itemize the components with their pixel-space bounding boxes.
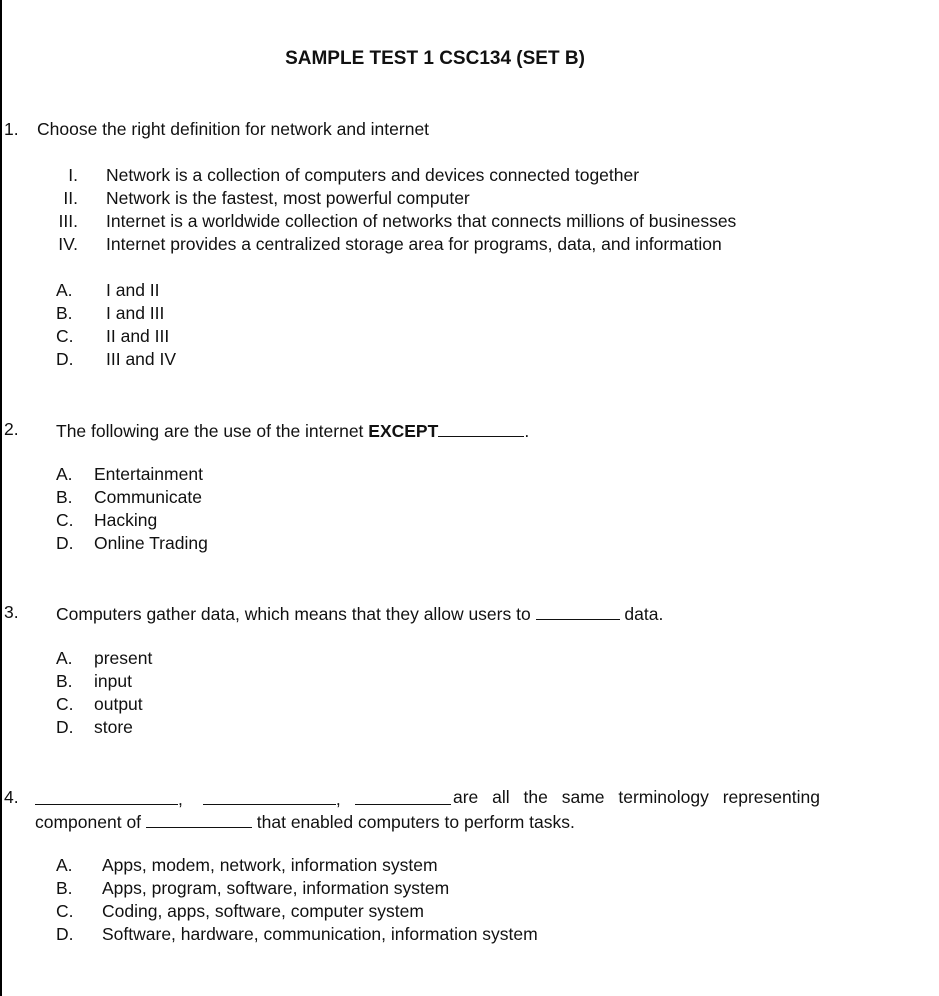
option-text: Hacking	[94, 510, 158, 530]
left-margin-rule	[0, 0, 2, 996]
statement-text: Internet provides a centralized storage area for programs, data, and information	[106, 234, 722, 254]
answer-blank	[438, 419, 524, 437]
statement-num: III.	[58, 211, 78, 231]
option-letter: A.	[56, 855, 73, 875]
option-letter: D.	[56, 349, 74, 369]
option-text: store	[94, 717, 133, 737]
answer-blank	[146, 810, 252, 828]
question-end: that enabled computers to perform tasks.	[251, 812, 575, 832]
question-text-line1	[35, 787, 451, 810]
question-stem: The following are the use of the internet	[56, 421, 369, 441]
option-letter: B.	[56, 303, 73, 323]
option-text: Online Trading	[94, 533, 208, 553]
option-text: I and III	[106, 303, 165, 323]
option-text: Entertainment	[94, 464, 203, 484]
answer-blank	[35, 787, 178, 805]
option-letter: C.	[56, 694, 74, 714]
statement-text: Internet is a worldwide collection of networks that connects millions of businesses	[106, 211, 737, 231]
statement-num: IV.	[58, 234, 78, 254]
option-letter: B.	[56, 878, 73, 898]
option-text: Software, hardware, communication, information system	[102, 924, 538, 944]
option-letter: C.	[56, 510, 74, 530]
separator: ,	[335, 789, 341, 809]
option-text: output	[94, 694, 143, 714]
option-letter: A.	[56, 280, 73, 300]
answer-blank	[355, 787, 451, 805]
question-stem: component of	[35, 812, 146, 832]
question-number: 4.	[4, 787, 19, 807]
option-letter: A.	[56, 464, 73, 484]
question-number: 2.	[4, 419, 19, 439]
question-end: .	[524, 421, 530, 441]
option-letter: D.	[56, 717, 74, 737]
question-number: 1.	[4, 119, 19, 139]
option-text: Coding, apps, software, computer system	[102, 901, 424, 921]
option-text: input	[94, 671, 132, 691]
option-text: III and IV	[106, 349, 177, 369]
question-number: 3.	[4, 602, 19, 622]
option-letter: C.	[56, 326, 74, 346]
statement-text: Network is a collection of computers and devices connected together	[106, 165, 640, 185]
question-end: data.	[619, 604, 664, 624]
option-text: present	[94, 648, 153, 668]
option-letter: B.	[56, 487, 73, 507]
statement-num: I.	[68, 165, 78, 185]
page-title: SAMPLE TEST 1 CSC134 (SET B)	[285, 48, 585, 69]
option-text: I and II	[106, 280, 160, 300]
option-text: Apps, program, software, information system	[102, 878, 450, 898]
option-letter: C.	[56, 901, 74, 921]
answer-blank	[536, 602, 620, 620]
question-text	[56, 419, 529, 442]
option-letter: B.	[56, 671, 73, 691]
question-text: Choose the right definition for network and internet	[37, 119, 430, 139]
option-text: Apps, modem, network, information system	[102, 855, 438, 875]
option-letter: A.	[56, 648, 73, 668]
question-emphasis: EXCEPT	[368, 421, 439, 441]
option-letter: D.	[56, 533, 74, 553]
question-text-line2	[35, 810, 575, 833]
statement-text: Network is the fastest, most powerful computer	[106, 188, 470, 208]
option-letter: D.	[56, 924, 74, 944]
statement-num: II.	[63, 188, 78, 208]
answer-blank	[203, 787, 336, 805]
option-text: Communicate	[94, 487, 202, 507]
question-text-line1-end: are all the same terminology representing	[453, 787, 820, 807]
option-text: II and III	[106, 326, 170, 346]
question-stem: Computers gather data, which means that they allow users to	[56, 604, 536, 624]
separator: ,	[178, 789, 183, 809]
question-text	[56, 602, 663, 625]
